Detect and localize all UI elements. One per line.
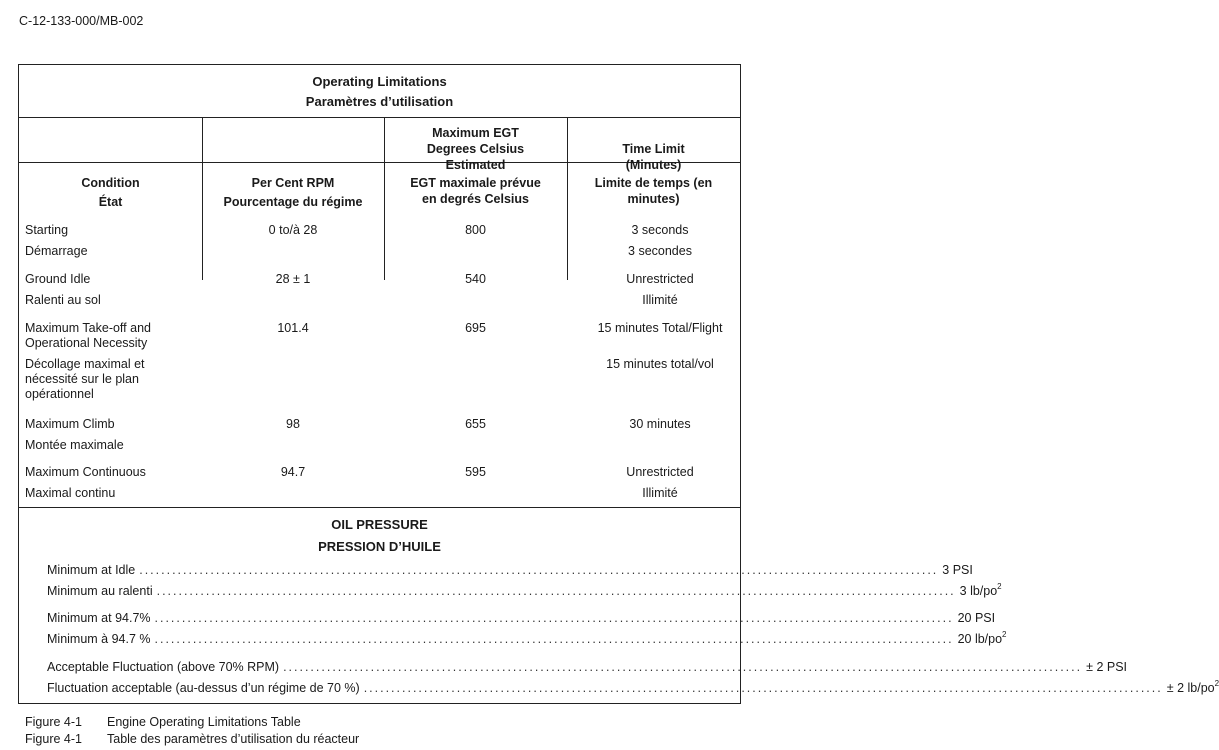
oil-row-fluctuation (47, 658, 1128, 676)
oil-row-label: Acceptable Fluctuation (above 70% RPM) (47, 660, 280, 674)
header-time (567, 141, 740, 207)
header-condition (19, 175, 202, 210)
header-egt-fr-2: en degrés Celsius (422, 192, 529, 206)
row-max-continuous-time-fr: Illimité (642, 486, 678, 500)
oil-pressure-title-fr: PRESSION D’HUILE (318, 539, 441, 554)
header-time-fr-2: minutes) (627, 192, 680, 206)
figure-caption-text-en: Engine Operating Limitations Table (107, 715, 301, 729)
row-ground-idle-cond-fr: Ralenti au sol (25, 293, 101, 307)
leader-dots: .................................................................................................................................................. (154, 632, 954, 646)
oil-row-value: ± 2 PSI (1086, 660, 1128, 674)
leader-dots: .................................................................................................................................................. (363, 681, 1163, 695)
header-rpm-fr: Pourcentage du régime (223, 195, 363, 209)
row-max-climb-cond-fr: Montée maximale (25, 438, 124, 452)
leader-dots: .................................................................................................................................................. (156, 584, 956, 598)
oil-pressure-title-en: OIL PRESSURE (331, 517, 428, 532)
row-max-climb-egt: 655 (465, 417, 486, 431)
leader-dots: .................................................................................................................................................. (139, 563, 939, 577)
oil-row-label: Fluctuation acceptable (au-dessus d’un régime de 70 %) (47, 681, 360, 695)
row-max-takeoff-cond-fr: Décollage maximal et nécessité sur le plan opérationnel (25, 357, 145, 401)
document-id: C-12-133-000/MB-002 (19, 14, 144, 28)
row-max-climb-cond-en: Maximum Climb (25, 417, 115, 431)
figure-number-en: Figure 4-1 (25, 715, 82, 729)
row-ground-idle-cond-en: Ground Idle (25, 272, 91, 286)
superscript: 2 (1214, 679, 1219, 688)
header-rpm-en: Per Cent RPM (251, 176, 335, 190)
row-starting-rpm: 0 to/à 28 (268, 223, 318, 237)
operating-limitations-table (18, 64, 1219, 704)
oil-row-label: Minimum at 94.7% (47, 611, 151, 625)
header-condition-fr: État (98, 195, 123, 209)
header-time-en-2: (Minutes) (625, 158, 682, 172)
row-ground-idle-time-fr: Illimité (642, 293, 678, 307)
header-egt-fr-1: EGT maximale prévue (410, 176, 541, 190)
oil-row-min-idle (47, 561, 973, 579)
oil-row-value: 3 PSI (942, 563, 973, 577)
oil-row-fluctuation-fr (47, 679, 1219, 697)
header-condition-en: Condition (81, 176, 140, 190)
row-starting-time-en: 3 seconds (631, 223, 689, 237)
table-title (19, 65, 740, 118)
header-time-fr-1: Limite de temps (en (594, 176, 713, 190)
row-max-takeoff-time-en: 15 minutes Total/Flight (597, 321, 723, 335)
row-starting-egt: 800 (465, 223, 486, 237)
oil-row-min-947-fr (47, 630, 1007, 648)
oil-row-label: Minimum au ralenti (47, 584, 153, 598)
oil-row-value-text: 20 lb/po (957, 632, 1003, 646)
table-title-fr: Paramètres d’utilisation (305, 94, 454, 109)
row-max-takeoff-egt: 695 (465, 321, 486, 335)
oil-row-label: Minimum at Idle (47, 563, 136, 577)
leader-dots: .................................................................................................................................................. (283, 660, 1083, 674)
figure-caption-fr (25, 732, 359, 746)
row-ground-idle-rpm: 28 ± 1 (275, 272, 311, 286)
oil-row-value-text: ± 2 lb/po (1166, 681, 1215, 695)
oil-row-value (960, 582, 1002, 600)
header-rpm (202, 175, 384, 210)
row-starting-cond-fr: Démarrage (25, 244, 88, 258)
row-starting-time-fr: 3 secondes (628, 244, 692, 258)
row-max-takeoff-cond-en: Maximum Take-off and Operational Necessity (25, 321, 151, 350)
superscript: 2 (1002, 630, 1007, 639)
row-max-takeoff-rpm: 101.4 (277, 321, 309, 335)
row-max-takeoff-time-fr: 15 minutes total/vol (606, 357, 714, 371)
row-max-climb-rpm: 98 (286, 417, 300, 431)
header-egt-en-1: Maximum EGT (432, 126, 519, 140)
row-max-continuous-egt: 595 (465, 465, 486, 479)
row-max-continuous-time-en: Unrestricted (626, 465, 694, 479)
superscript: 2 (997, 582, 1002, 591)
figure-caption-text-fr: Table des paramètres d’utilisation du réacteur (107, 732, 360, 746)
row-ground-idle-time-en: Unrestricted (626, 272, 694, 286)
table-title-en: Operating Limitations (312, 74, 447, 89)
row-max-continuous-rpm: 94.7 (280, 465, 306, 479)
header-egt (384, 125, 567, 207)
oil-row-min-ralenti (47, 582, 1002, 600)
header-egt-en-2: Degrees Celsius (426, 142, 525, 156)
row-max-continuous-cond-fr: Maximal continu (25, 486, 116, 500)
leader-dots: .................................................................................................................................................. (154, 611, 954, 625)
row-max-continuous-cond-en: Maximum Continuous (25, 465, 146, 479)
oil-row-value: 20 PSI (957, 611, 996, 625)
row-max-climb-time-en: 30 minutes (629, 417, 691, 431)
figure-number-fr: Figure 4-1 (25, 732, 82, 746)
oil-row-value (958, 630, 1007, 648)
figure-caption-en (25, 715, 301, 729)
header-time-en-1: Time Limit (622, 142, 685, 156)
row-starting-cond-en: Starting (25, 223, 69, 237)
oil-row-label: Minimum à 94.7 % (47, 632, 151, 646)
row-ground-idle-egt: 540 (465, 272, 486, 286)
oil-section-divider (19, 507, 740, 508)
oil-row-value-text: 3 lb/po (959, 584, 998, 598)
oil-row-value (1167, 679, 1219, 697)
oil-row-min-947 (47, 609, 996, 627)
header-egt-en-3: Estimated (445, 158, 506, 172)
